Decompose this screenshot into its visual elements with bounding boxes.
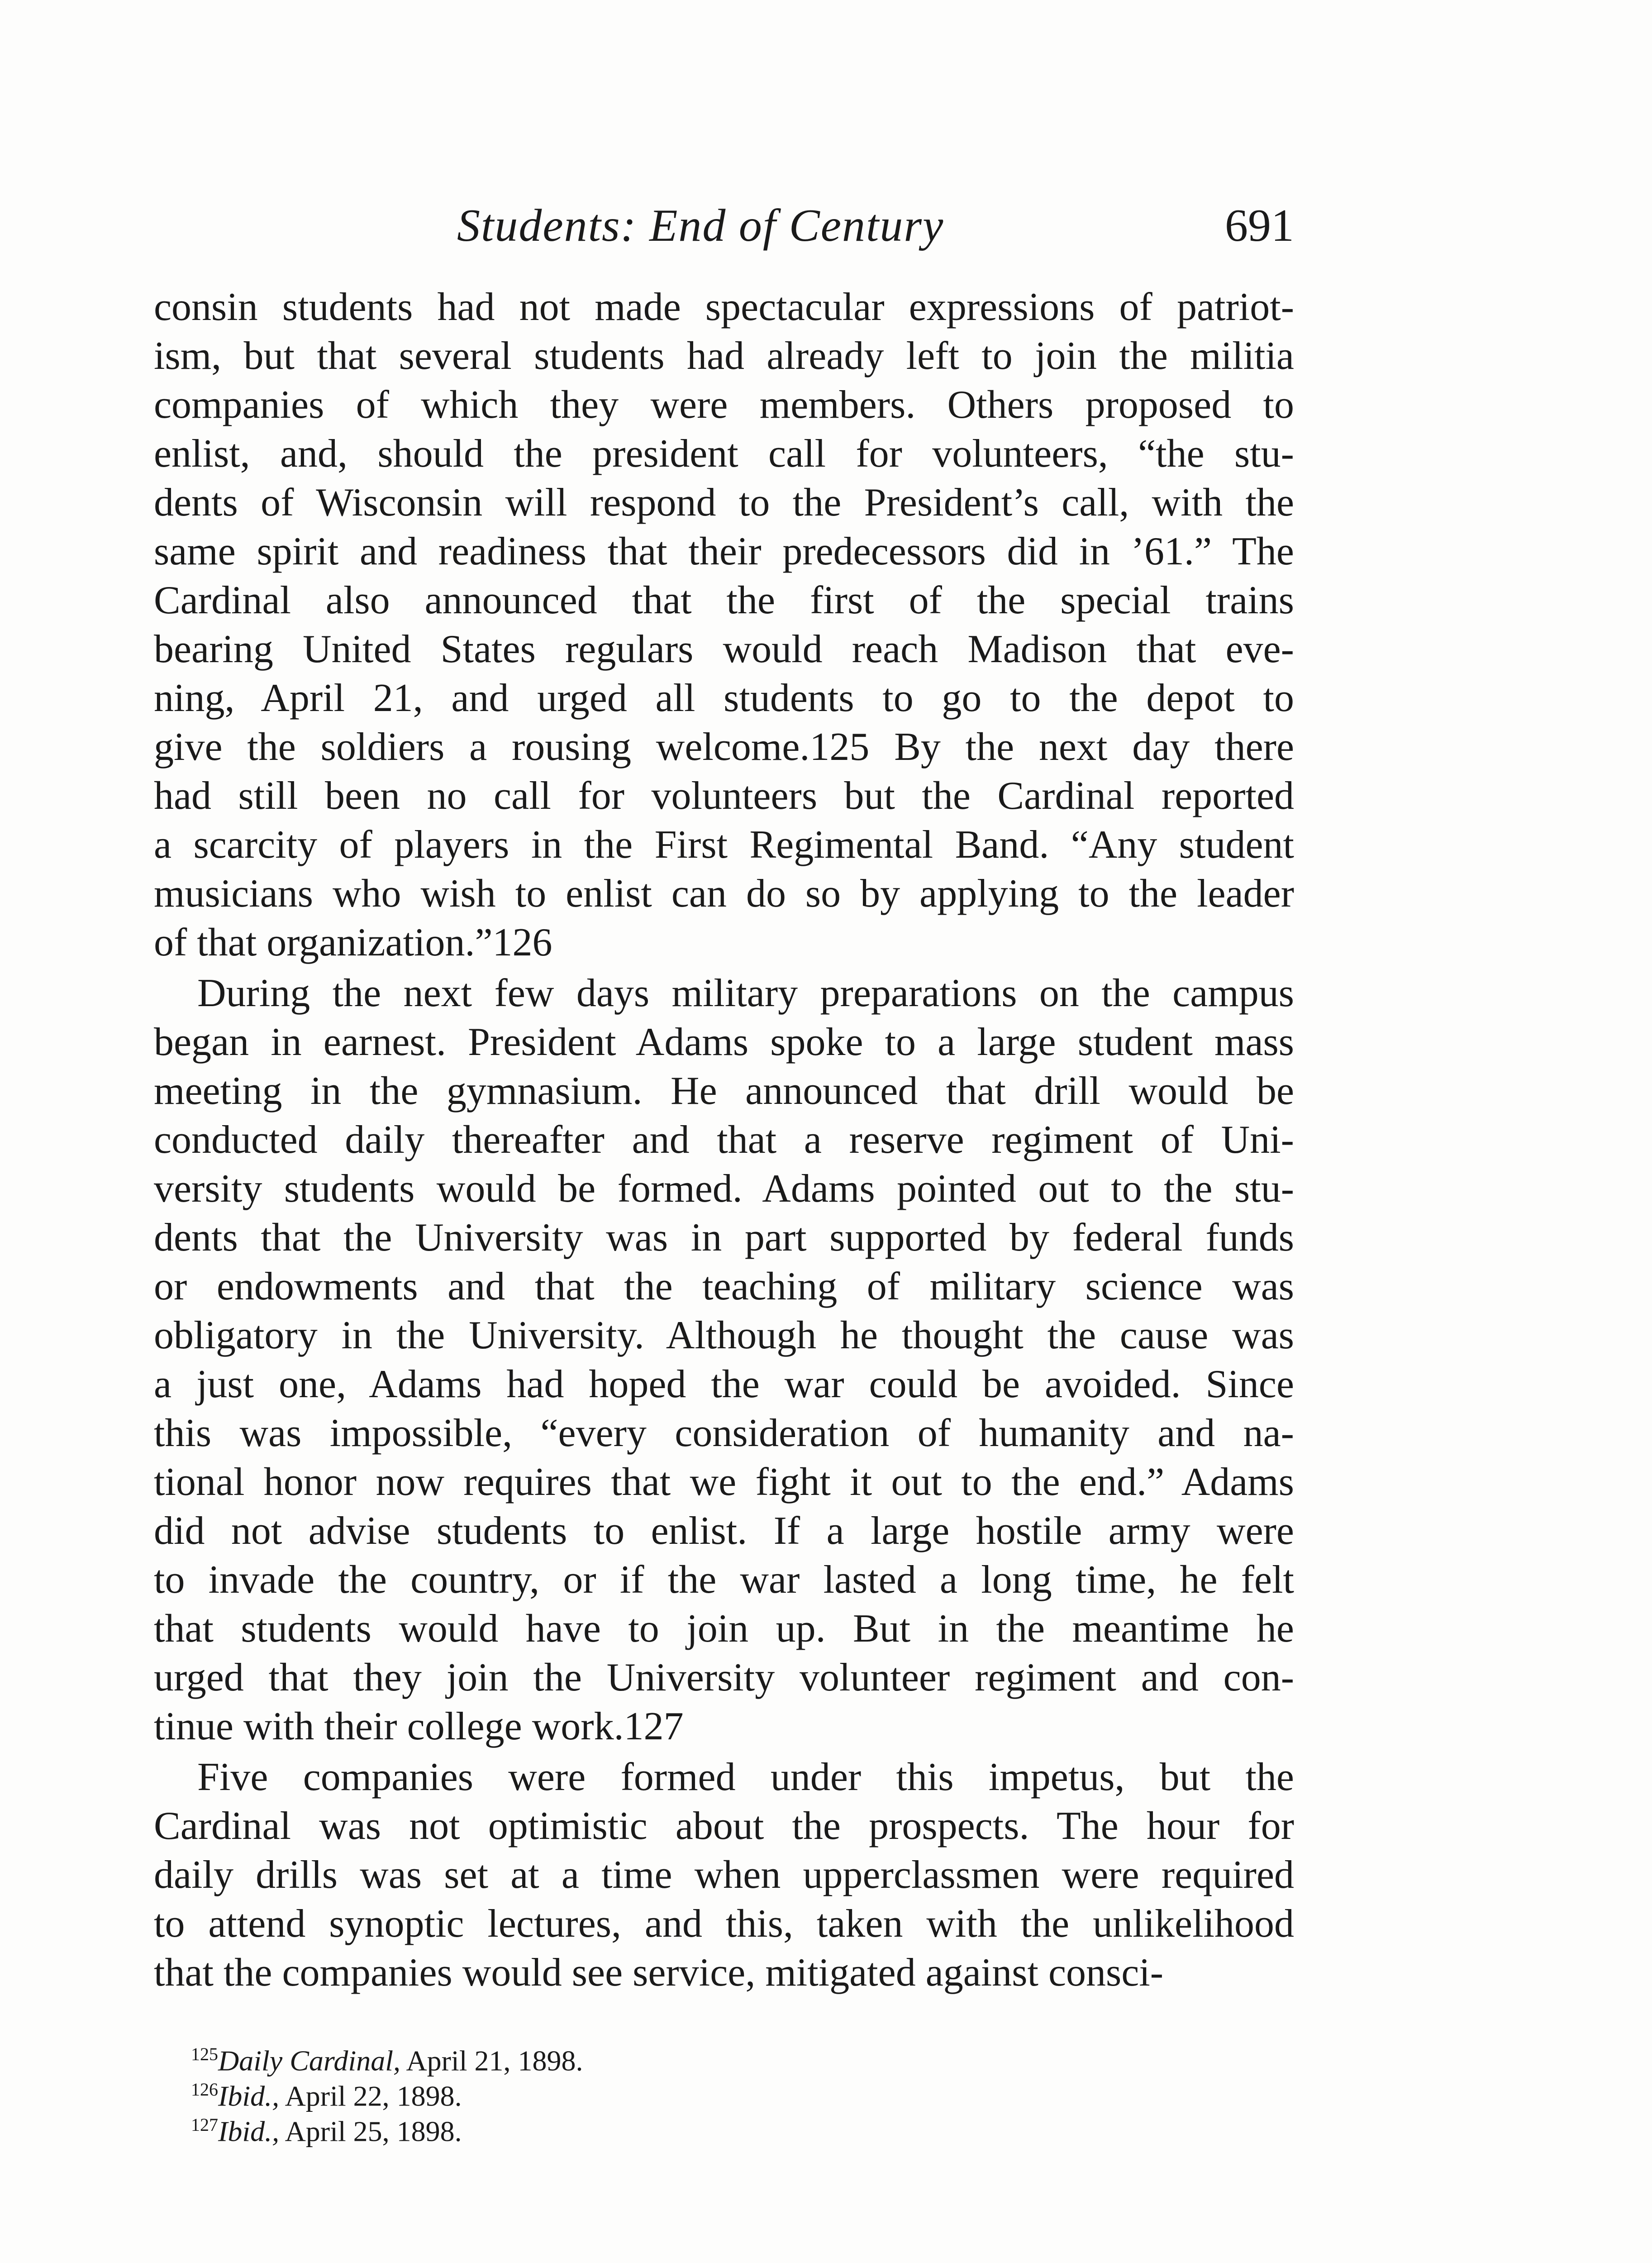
text-line: meeting in the gymnasium. He announced that drill would be	[154, 1069, 1294, 1113]
text-line: tinue with their college work.127	[154, 1704, 684, 1748]
text-line: began in earnest. President Adams spoke to a large student mass	[154, 1020, 1294, 1064]
text-line: tional honor now requires that we fight it out to the end.” Adams	[154, 1460, 1294, 1504]
text-line: dents that the University was in part supported by federal funds	[154, 1216, 1294, 1260]
text-line: dents of Wisconsin will respond to the President’s call, with the	[154, 481, 1294, 525]
footnote-number: 127	[191, 2115, 218, 2135]
footnote-number: 125	[191, 2044, 218, 2064]
text-line: obligatory in the University. Although he thought the cause was	[154, 1313, 1294, 1357]
text-line: or endowments and that the teaching of military science was	[154, 1265, 1294, 1308]
text-line: During the next few days military preparations on the campus	[197, 971, 1294, 1015]
text-line: that students would have to join up. But in the meantime he	[154, 1607, 1294, 1651]
text-line: give the soldiers a rousing welcome.125 By the next day there	[154, 725, 1294, 769]
footnote-source: Ibid.,	[218, 2080, 280, 2112]
footnote	[154, 2072, 1294, 2112]
text-line: companies of which they were members. Others proposed to	[154, 383, 1294, 427]
body-text	[154, 283, 1294, 1997]
text-line: Five companies were formed under this impetus, but the	[197, 1755, 1294, 1799]
text-line: conducted daily thereafter and that a reserve regiment of Uni-	[154, 1118, 1294, 1162]
footnote-source: Daily Cardinal,	[218, 2044, 400, 2077]
text-line: had still been no call for volunteers but the Cardinal reported	[154, 774, 1294, 818]
text-line: to attend synoptic lectures, and this, taken with the unlikelihood	[154, 1902, 1294, 1946]
running-head: Students: End of Century	[457, 200, 944, 251]
text-line: Cardinal was not optimistic about the prospects. The hour for	[154, 1804, 1294, 1848]
footnote-date: April 21, 1898.	[400, 2044, 583, 2077]
text-line: daily drills was set at a time when upperclassmen were required	[154, 1853, 1294, 1897]
text-line: ism, but that several students had already left to join the militia	[154, 334, 1294, 378]
text-line: that the companies would see service, mitigated against consci-	[154, 1951, 1164, 1995]
footnote-number: 126	[191, 2079, 218, 2100]
text-line: a just one, Adams had hoped the war could be avoided. Since	[154, 1362, 1294, 1406]
text-line: to invade the country, or if the war lasted a long time, he felt	[154, 1558, 1294, 1602]
text-line: consin students had not made spectacular expressions of patriot-	[154, 285, 1294, 329]
text-line: of that organization.”126	[154, 921, 552, 964]
text-line: enlist, and, should the president call for volunteers, “the stu-	[154, 432, 1294, 476]
footnote-date: April 22, 1898.	[279, 2080, 462, 2112]
text-line: urged that they join the University volunteer regiment and con-	[154, 1656, 1294, 1700]
text-line: same spirit and readiness that their predecessors did in ’61.” The	[154, 530, 1294, 573]
text-line: musicians who wish to enlist can do so by applying to the leader	[154, 872, 1294, 916]
page-header	[154, 199, 1294, 263]
footnote	[154, 2037, 1294, 2077]
footnote-source: Ibid.,	[218, 2115, 280, 2148]
text-line: ning, April 21, and urged all students to go to the depot to	[154, 676, 1294, 720]
text-line: versity students would be formed. Adams pointed out to the stu-	[154, 1167, 1294, 1211]
footnotes	[154, 2037, 1294, 2148]
text-line: bearing United States regulars would reach Madison that eve-	[154, 627, 1294, 671]
page-number: 691	[1225, 200, 1294, 251]
text-line: this was impossible, “every consideration of humanity and na-	[154, 1411, 1294, 1455]
text-line: Cardinal also announced that the first of the special trains	[154, 578, 1294, 622]
footnote	[154, 2107, 1294, 2148]
text-line: did not advise students to enlist. If a large hostile army were	[154, 1509, 1294, 1553]
text-line: a scarcity of players in the First Regimental Band. “Any student	[154, 823, 1294, 867]
footnote-date: April 25, 1898.	[279, 2115, 462, 2148]
